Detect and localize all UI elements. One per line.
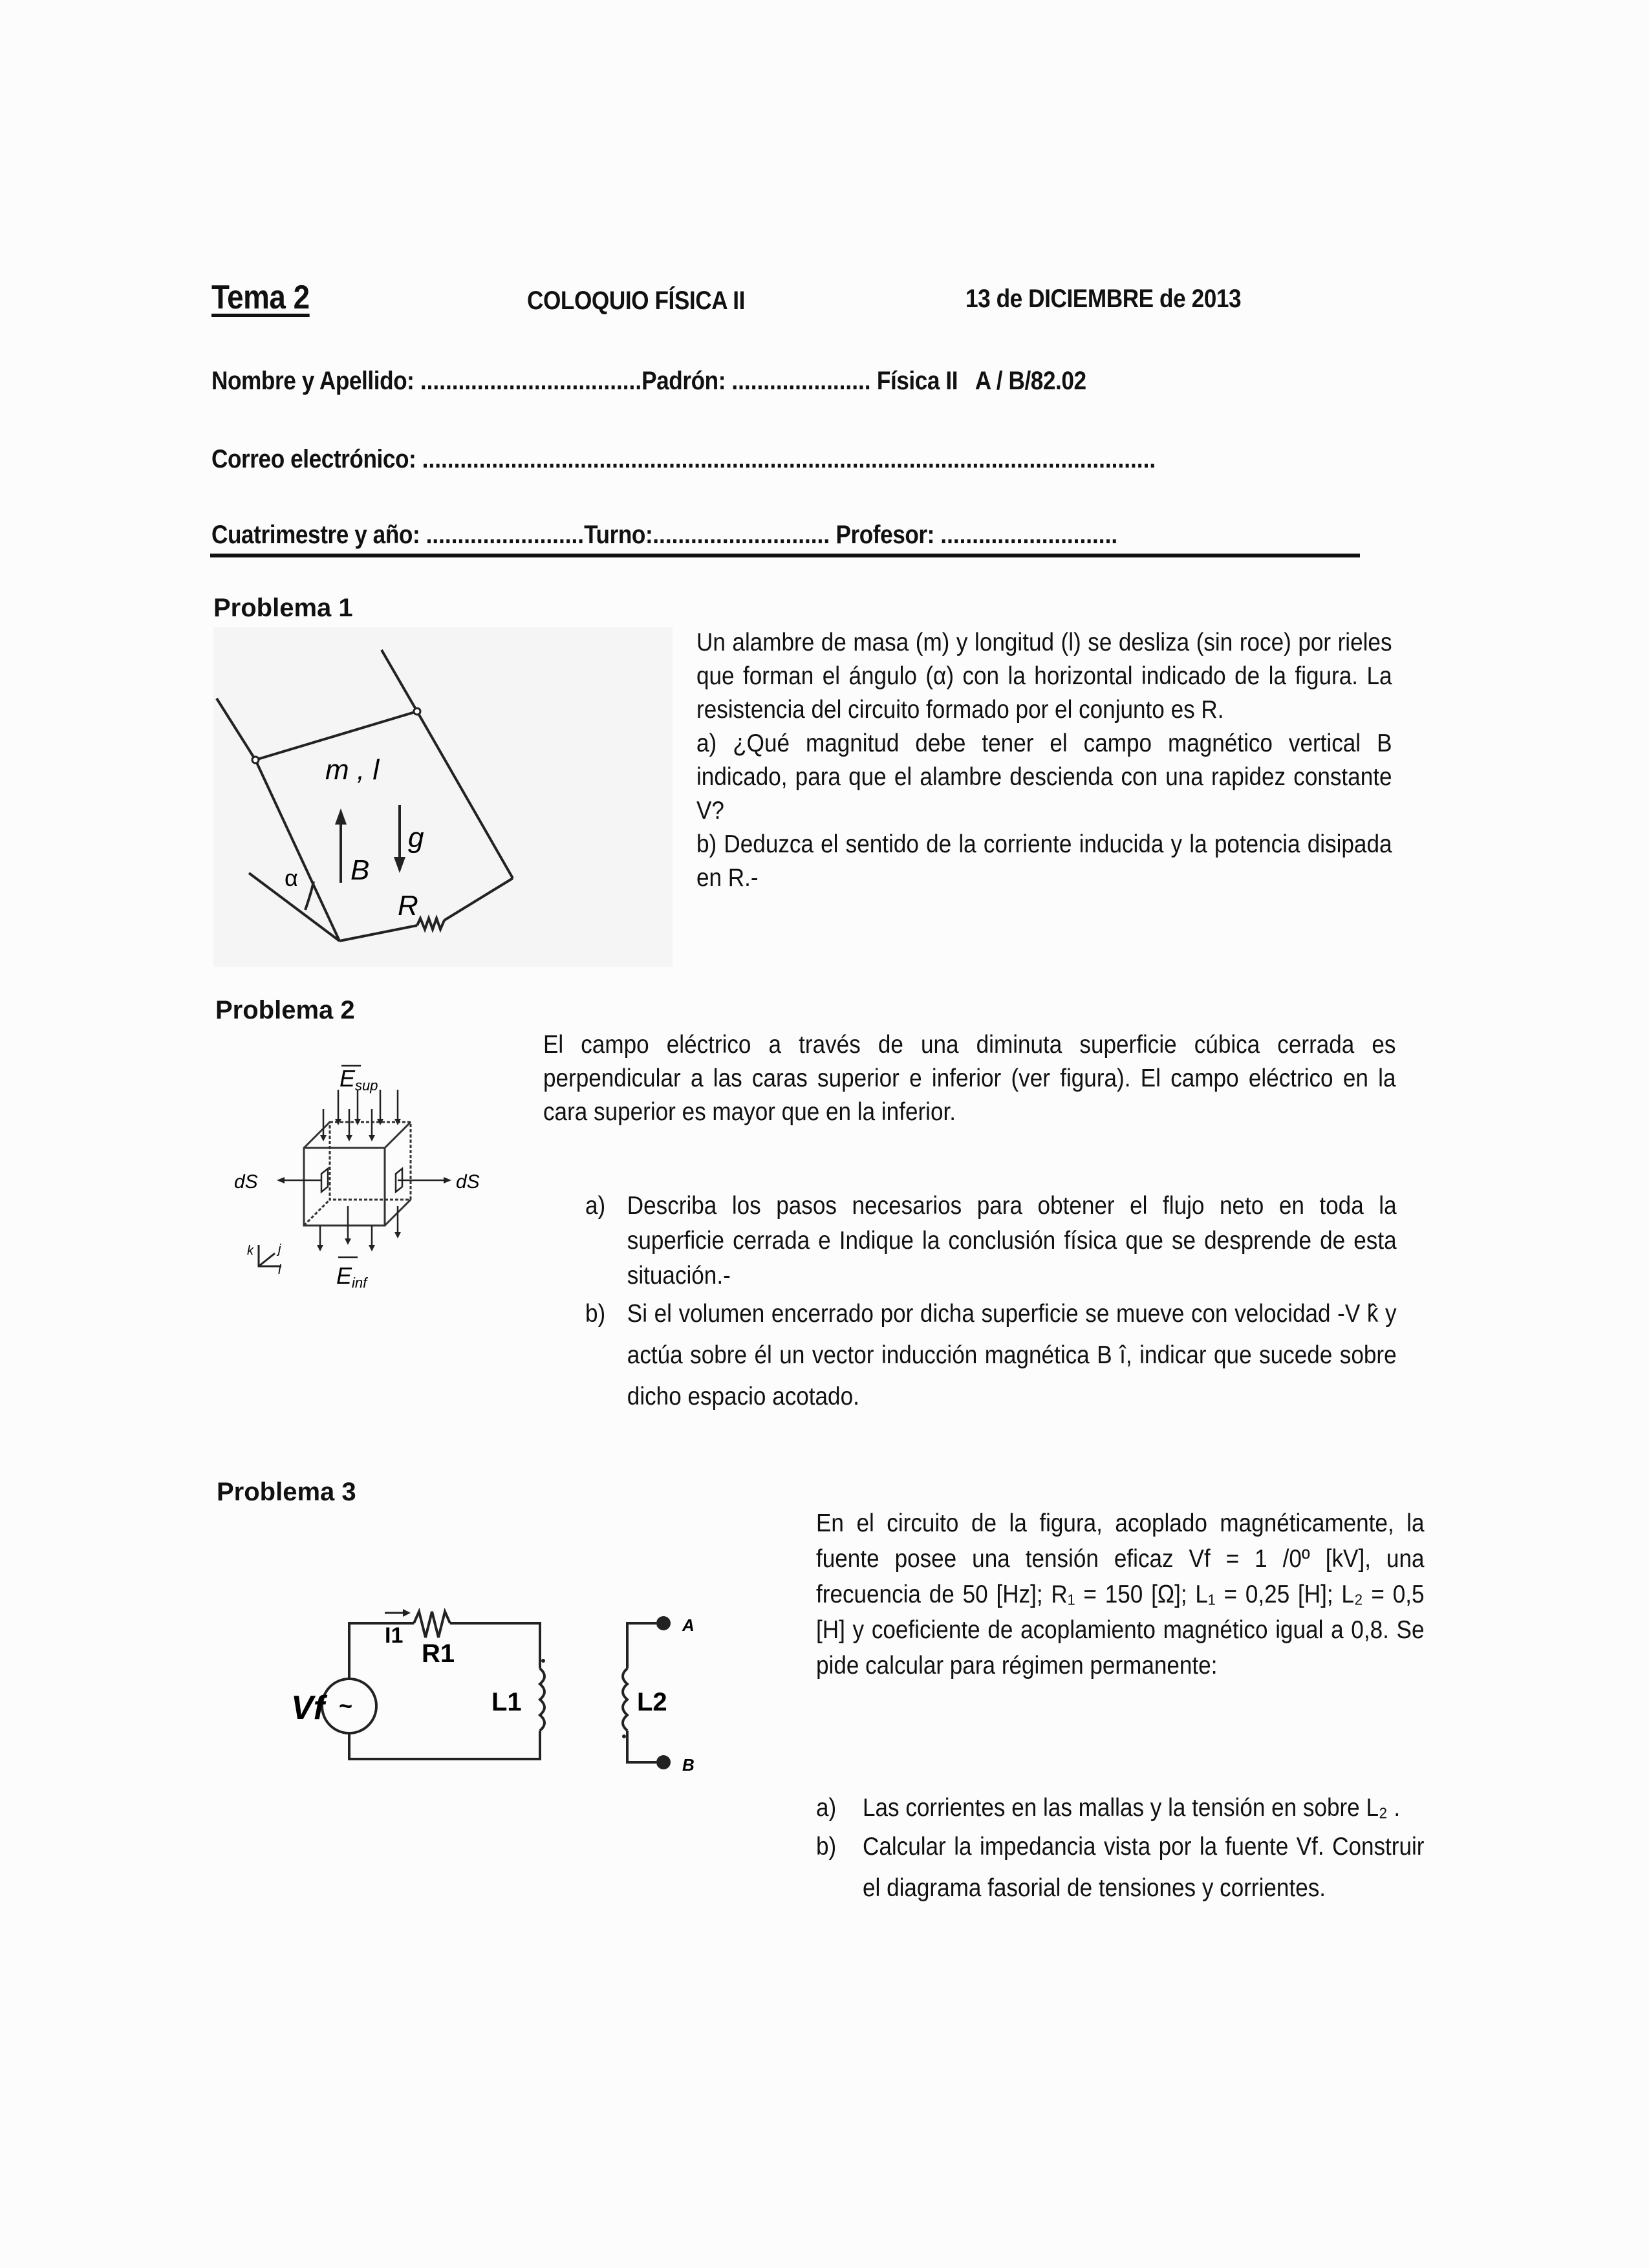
- email-label: Correo electrónico:: [211, 445, 416, 473]
- exam-theme: Tema 2: [211, 279, 310, 316]
- ds-right-arrow-icon: [396, 1169, 451, 1192]
- rail-contact-right: [414, 708, 420, 715]
- problem-3-item-a: a) Las corrientes en las mallas y la tensión en sobre L₂ .: [816, 1794, 1401, 1822]
- inclined-rails-figure: [210, 624, 676, 970]
- angle-label: α: [285, 865, 298, 891]
- current-label: I1: [385, 1623, 404, 1648]
- problem-1-title: Problema 1: [213, 594, 353, 622]
- problem-3-title: Problema 3: [217, 1478, 356, 1506]
- problem-2-statement: El campo eléctrico a través de una diminuta superficie cúbica cerrada es perpendicular a las caras superior e inferior (ver figura). El campo eléctrico en la cara superior es mayor que en la inferior.: [543, 1031, 1396, 1126]
- source-label: Vf: [291, 1689, 325, 1727]
- problem-1-statement: Un alambre de masa (m) y longitud (l) se desliza (sin roce) por rieles que forman el ángulo (α) con la horizontal indicado de la figura. La resistencia del circuito formado por el conjunto es R.: [696, 629, 1392, 724]
- problem-2-item-a: a) Describa los pasos necesarios para obtener el flujo neto en toda la superficie cerrada e Indique la conclusión física que se desprende de esta situación.-: [585, 1192, 1397, 1290]
- problem-1-item-a: a) ¿Qué magnitud debe tener el campo magnético vertical B indicado, para que el alambre descienda con una rapidez constante V?: [696, 729, 1392, 825]
- problem-2-title: Problema 2: [215, 996, 355, 1024]
- exam-date: 13 de DICIEMBRE de 2013: [965, 285, 1242, 313]
- problem-3-statement: En el circuito de la figura, acoplado magnéticamente, la fuente posee una tensión eficaz Vf = 1 /0º [kV], una frecuencia de 50 [Hz]; R₁ = 150 [Ω]; L₁ = 0,25 [H]; L₂ = 0,5 [H] y coeficiente de acoplamiento magnético igual a 0,8. Se pide calcular para régimen permanente:: [816, 1509, 1425, 1679]
- axis-i-label: i: [278, 1263, 281, 1277]
- terminal-b-label: B: [682, 1755, 695, 1775]
- terminal-a-label: A: [682, 1615, 695, 1635]
- header-row-email: [211, 445, 1156, 474]
- header-row-course-info: [211, 521, 1117, 550]
- ds-left-arrow-icon: [277, 1169, 328, 1192]
- axis-j-label: j: [278, 1242, 281, 1257]
- profesor-label: Profesor:: [835, 521, 934, 549]
- problem-1-text: [696, 626, 1392, 895]
- profesor-field[interactable]: ............................: [940, 521, 1118, 549]
- padron-label: Padrón:: [641, 367, 726, 395]
- gravity-label: g: [408, 822, 424, 854]
- terminal-b: [656, 1755, 671, 1769]
- rail-contact-left: [252, 757, 259, 763]
- l1-label: L1: [491, 1688, 522, 1716]
- padron-field[interactable]: ......................: [731, 367, 871, 395]
- problem-2-item-b: b) Si el volumen encerrado por dicha superficie se mueve con velocidad -V k̂ y actúa sobre él un vector inducción magnética B î, indicar que sucede sobre dicho espacio acotado.: [585, 1300, 1397, 1410]
- r1-label: R1: [422, 1639, 455, 1668]
- resistor-label: R: [398, 890, 418, 922]
- axis-k-label: k: [247, 1244, 253, 1258]
- mass-length-label: m , l: [325, 754, 380, 786]
- problem-2-text: [543, 1028, 1396, 1129]
- problem-3-text: [816, 1506, 1425, 1683]
- problem-3-items: [816, 1790, 1425, 1909]
- cuatrimestre-field[interactable]: .........................: [426, 521, 585, 549]
- problem-2-items: [585, 1189, 1397, 1418]
- course-title: COLOQUIO FÍSICA II: [527, 286, 745, 315]
- e-sup-label: Esup: [339, 1065, 378, 1094]
- terminal-a: [656, 1616, 671, 1630]
- header-row-name: [211, 367, 1086, 396]
- current-arrow-icon: [385, 1609, 411, 1617]
- subject-code: Física II A / B/82.02: [876, 367, 1086, 395]
- ds-right-label: dS: [456, 1171, 480, 1193]
- turno-field[interactable]: ............................: [652, 521, 830, 549]
- header-divider: [210, 554, 1360, 557]
- problem-1-item-b: b) Deduzca el sentido de la corriente inducida y la potencia disipada en R.-: [696, 830, 1392, 892]
- name-field[interactable]: ...................................: [420, 367, 642, 395]
- coupled-circuit-figure: [278, 1604, 718, 1785]
- cube-surface-figure: [233, 1061, 504, 1332]
- problem-3-item-b: b) Calcular la impedancia vista por la fuente Vf. Construir el diagrama fasorial de tensiones y corrientes.: [816, 1833, 1425, 1902]
- turno-label: Turno:: [584, 521, 653, 549]
- l2-dot-marker: [622, 1734, 626, 1738]
- email-field[interactable]: ....................................................................................................................: [422, 445, 1156, 473]
- b-field-label: B: [350, 854, 370, 886]
- ds-left-label: dS: [234, 1171, 258, 1193]
- name-label: Nombre y Apellido:: [211, 367, 415, 395]
- e-inf-label: Einf: [336, 1262, 367, 1291]
- l1-dot-marker: [541, 1659, 545, 1663]
- cuatrimestre-label: Cuatrimestre y año:: [211, 521, 420, 549]
- ac-source-symbol: ~: [339, 1692, 353, 1719]
- l2-label: L2: [637, 1688, 667, 1716]
